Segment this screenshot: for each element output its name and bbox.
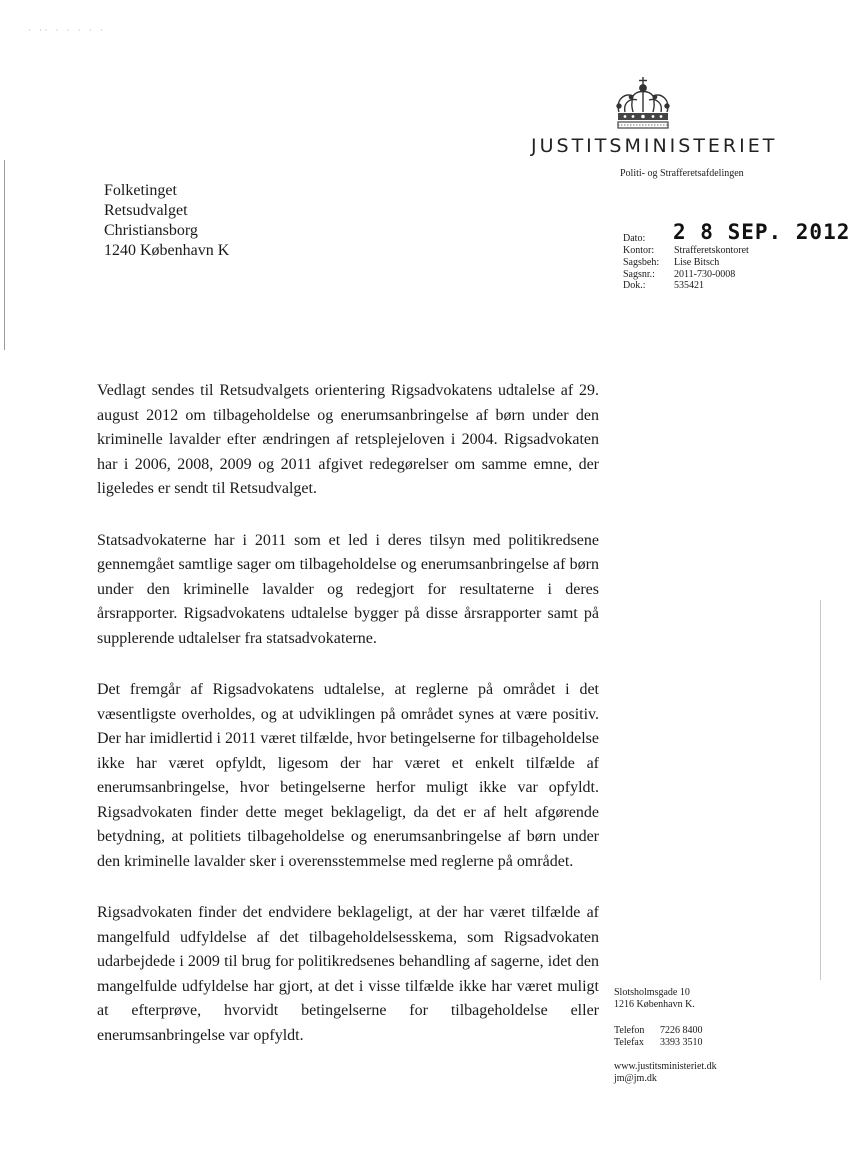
recipient-line: Retsudvalget xyxy=(104,202,188,219)
phone-number: 7226 8400 xyxy=(660,1025,703,1036)
body-paragraph: Det fremgår af Rigsadvokatens udtalelse, at reglerne på området i det væsentligste overholdes, og at udviklingen på området synes at være positiv. Der har imidlertid i 2011 været tilfælde, hvor betingelserne for tilbageholdelse ikke har været opfyldt, ligesom der har været et enkelt tilfælde af enerumsanbringelse, hvor betingelserne herfor muligt ikke var opfyldt. Rigsadvokaten finder dette meget beklageligt, da det er af helt afgørende betydning, at politiets tilbageholdelse og enerumsanbringelse af børn under den kriminelle lavalder sker i overensstemmelse med reglerne på området. xyxy=(97,681,599,870)
scan-edge-left xyxy=(4,160,5,350)
phone-label: Telefon xyxy=(614,1025,645,1036)
body-paragraph: Statsadvokaterne har i 2011 som et led i deres tilsyn med politikredsene gennemgået samtlige sager om tilbageholdelse og enerumsanbringelse af børn under den kriminelle lavalder og redegjort for resultaterne i deres årsrapporter. Rigsadvokatens udtalelse bygger på disse årsrapporter samt på supplerende udtalelser fra statsadvokaterne. xyxy=(97,531,599,647)
ministry-address xyxy=(614,987,717,1085)
meta-value: Lise Bitsch xyxy=(674,256,720,268)
crown-logo-icon xyxy=(611,76,675,132)
meta-value: 2011-730-0008 xyxy=(674,268,736,280)
meta-label: Kontor: xyxy=(623,245,655,256)
meta-row-case-number xyxy=(623,269,850,281)
meta-row-document xyxy=(623,280,850,292)
meta-label: Dok.: xyxy=(623,280,646,292)
date-label: Dato: xyxy=(623,233,646,245)
meta-row-caseworker xyxy=(623,257,850,269)
department-name: Politi- og Strafferetsafdelingen xyxy=(620,168,744,179)
recipient-line: Folketinget xyxy=(104,182,177,199)
case-metadata xyxy=(623,213,850,292)
meta-value: Strafferetskontoret xyxy=(674,245,749,256)
body-paragraph: Vedlagt sendes til Retsudvalgets orientering Rigsadvokatens udtalelse af 29. august 2012 om tilbageholdelse og enerumsanbringelse af børn under den kriminelle lavalder efter ændringen af retsplejeloven i 2004. Rigsadvokaten har i 2006, 2008, 2009 og 2011 afgivet redegørelser om samme emne, der ligeledes er sendt til Retsudvalget. xyxy=(97,382,599,497)
meta-label: Sagsbeh: xyxy=(623,256,660,268)
date-stamp: 2 8 SEP. 2012 xyxy=(673,220,850,244)
meta-row-office xyxy=(623,245,850,257)
fax-number: 3393 3510 xyxy=(660,1037,703,1048)
fax-label: Telefax xyxy=(614,1037,644,1048)
address-city: 1216 København K. xyxy=(614,999,695,1010)
address-street: Slotsholmsgade 10 xyxy=(614,987,690,998)
meta-value: 535421 xyxy=(674,280,704,292)
ministry-name: JUSTITSMINISTERIET xyxy=(531,135,778,157)
recipient-line: Christiansborg xyxy=(104,222,198,239)
recipient-line: 1240 København K xyxy=(104,242,230,259)
meta-label: Sagsnr.: xyxy=(623,268,655,280)
email-link[interactable]: jm@jm.dk xyxy=(614,1073,657,1084)
scan-specks: · ·· · · · · · xyxy=(28,26,106,35)
fax-row xyxy=(614,1037,717,1049)
date-row xyxy=(623,213,850,245)
recipient-address xyxy=(104,181,229,261)
website-link[interactable]: www.justitsministeriet.dk xyxy=(614,1061,717,1072)
scan-edge-right xyxy=(820,600,821,980)
letter-body xyxy=(97,379,599,1075)
body-paragraph: Rigsadvokaten finder det endvidere beklageligt, at der har været tilfælde af mangelfuld udfyldelse af det tilbageholdelsesskema, som Rigsadvokaten udarbejdede i 2009 til brug for politikredsenes behandling af sagerne, idet den mangelfulde udfyldelse har gjort, at det i visse tilfælde ikke har været muligt at efterprøve, hvorvidt betingelserne for tilbageholdelse eller enerumsanbringelse var opfyldt. xyxy=(97,904,599,1044)
phone-row xyxy=(614,1025,717,1037)
